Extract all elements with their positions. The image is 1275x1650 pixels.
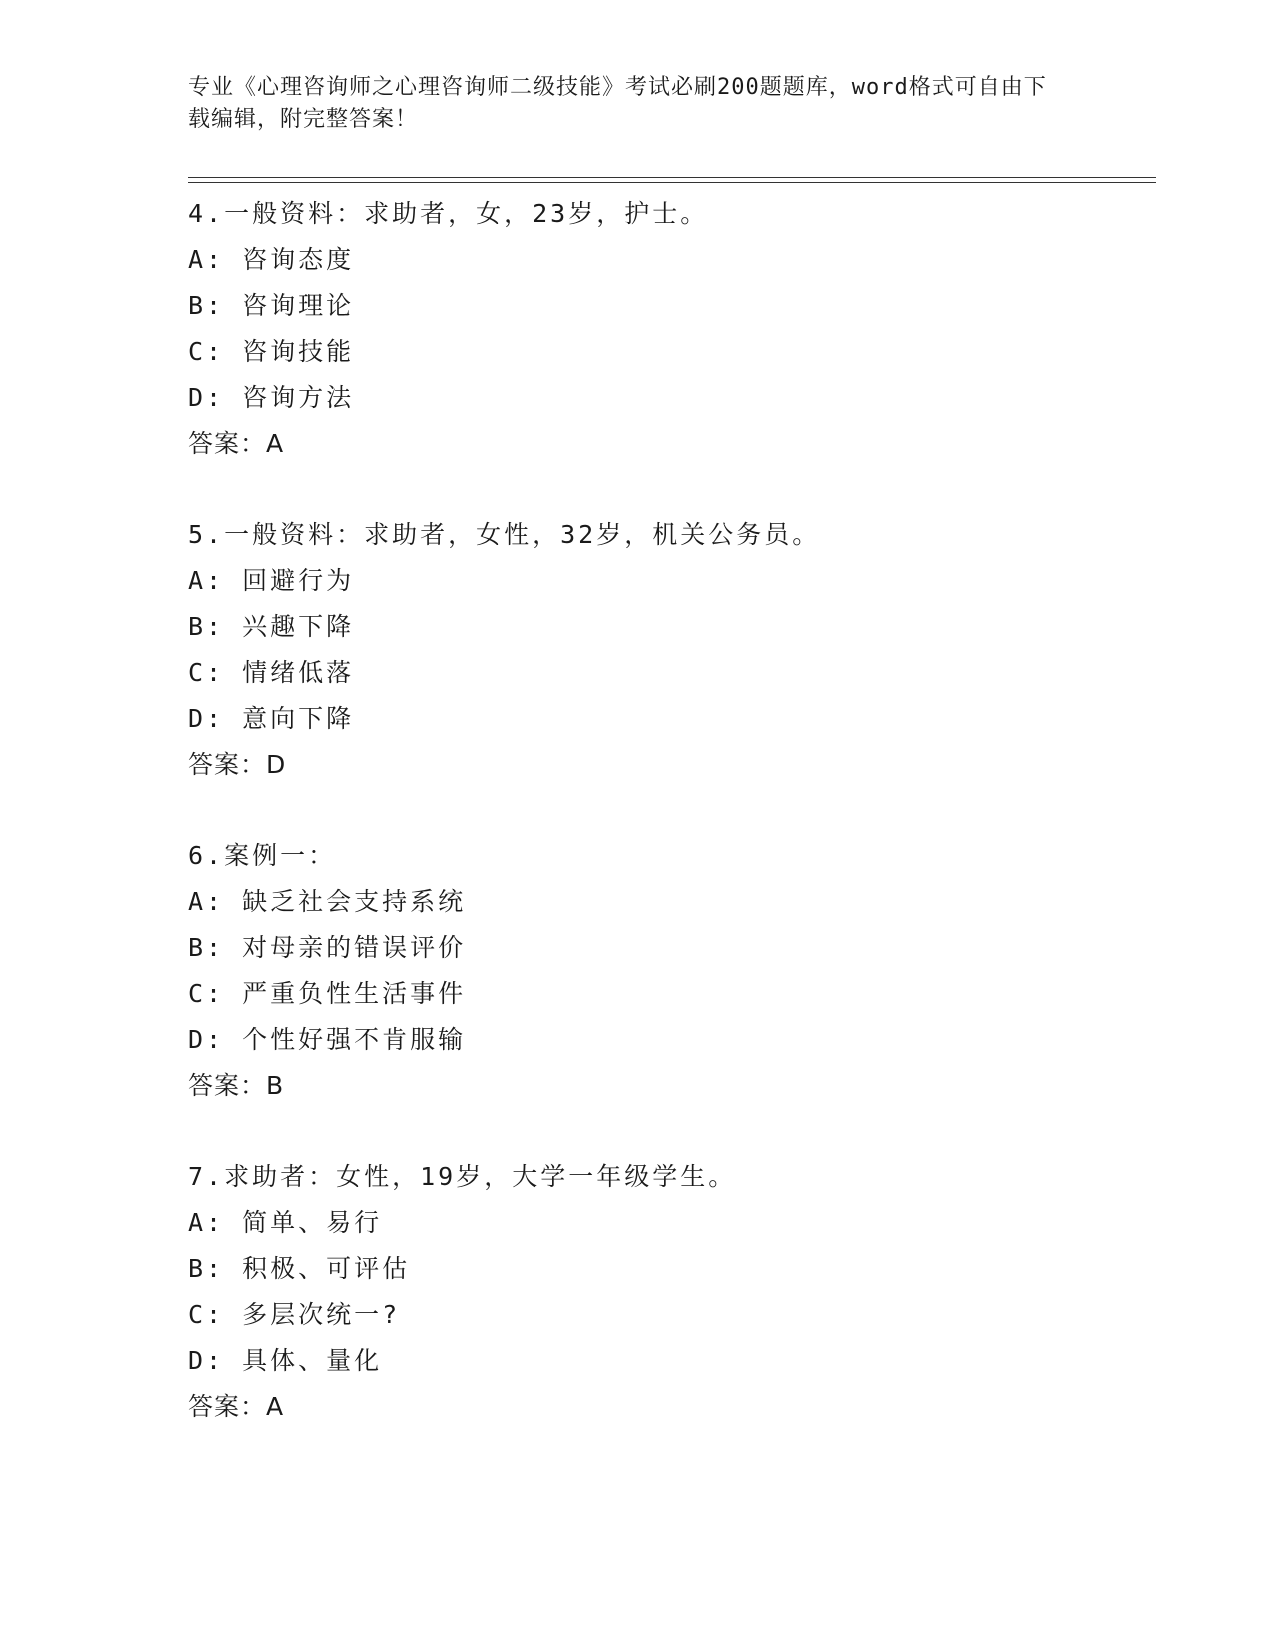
option-d: D: 具体、量化 xyxy=(188,1346,383,1375)
header-divider-top xyxy=(188,177,1156,178)
option-b: B: 兴趣下降 xyxy=(188,612,355,641)
answer-line: 答案：A xyxy=(188,1392,285,1421)
question-7 xyxy=(188,1154,1128,1430)
option-b: B: 积极、可评估 xyxy=(188,1254,411,1283)
question-stem: 7.求助者：女性，19岁，大学一年级学生。 xyxy=(188,1162,737,1191)
question-stem: 6.案例一： xyxy=(188,841,337,870)
header-divider-bottom xyxy=(188,182,1156,183)
option-a: A: 咨询态度 xyxy=(188,245,355,274)
option-a: A: 缺乏社会支持系统 xyxy=(188,887,467,916)
answer-line: 答案：B xyxy=(188,1071,285,1100)
question-4 xyxy=(188,191,1128,467)
question-list xyxy=(188,191,1128,1475)
question-stem: 5.一般资料：求助者，女性，32岁，机关公务员。 xyxy=(188,520,821,549)
document-header: 专业《心理咨询师之心理咨询师二级技能》考试必刷200题题库，word格式可自由下载编辑，附完整答案！ xyxy=(188,75,1047,132)
option-a: A: 简单、易行 xyxy=(188,1208,383,1237)
question-stem: 4.一般资料：求助者，女，23岁，护士。 xyxy=(188,199,709,228)
option-b: B: 对母亲的错误评价 xyxy=(188,933,467,962)
option-c: C: 情绪低落 xyxy=(188,658,355,687)
option-c: C: 多层次统一? xyxy=(188,1300,401,1329)
question-6 xyxy=(188,833,1128,1109)
option-c: C: 咨询技能 xyxy=(188,337,355,366)
option-d: D: 咨询方法 xyxy=(188,383,355,412)
question-5 xyxy=(188,512,1128,788)
answer-line: 答案：D xyxy=(188,750,287,779)
answer-line: 答案：A xyxy=(188,429,285,458)
option-b: B: 咨询理论 xyxy=(188,291,355,320)
option-d: D: 个性好强不肯服输 xyxy=(188,1025,467,1054)
option-d: D: 意向下降 xyxy=(188,704,355,733)
option-a: A: 回避行为 xyxy=(188,566,355,595)
option-c: C: 严重负性生活事件 xyxy=(188,979,467,1008)
